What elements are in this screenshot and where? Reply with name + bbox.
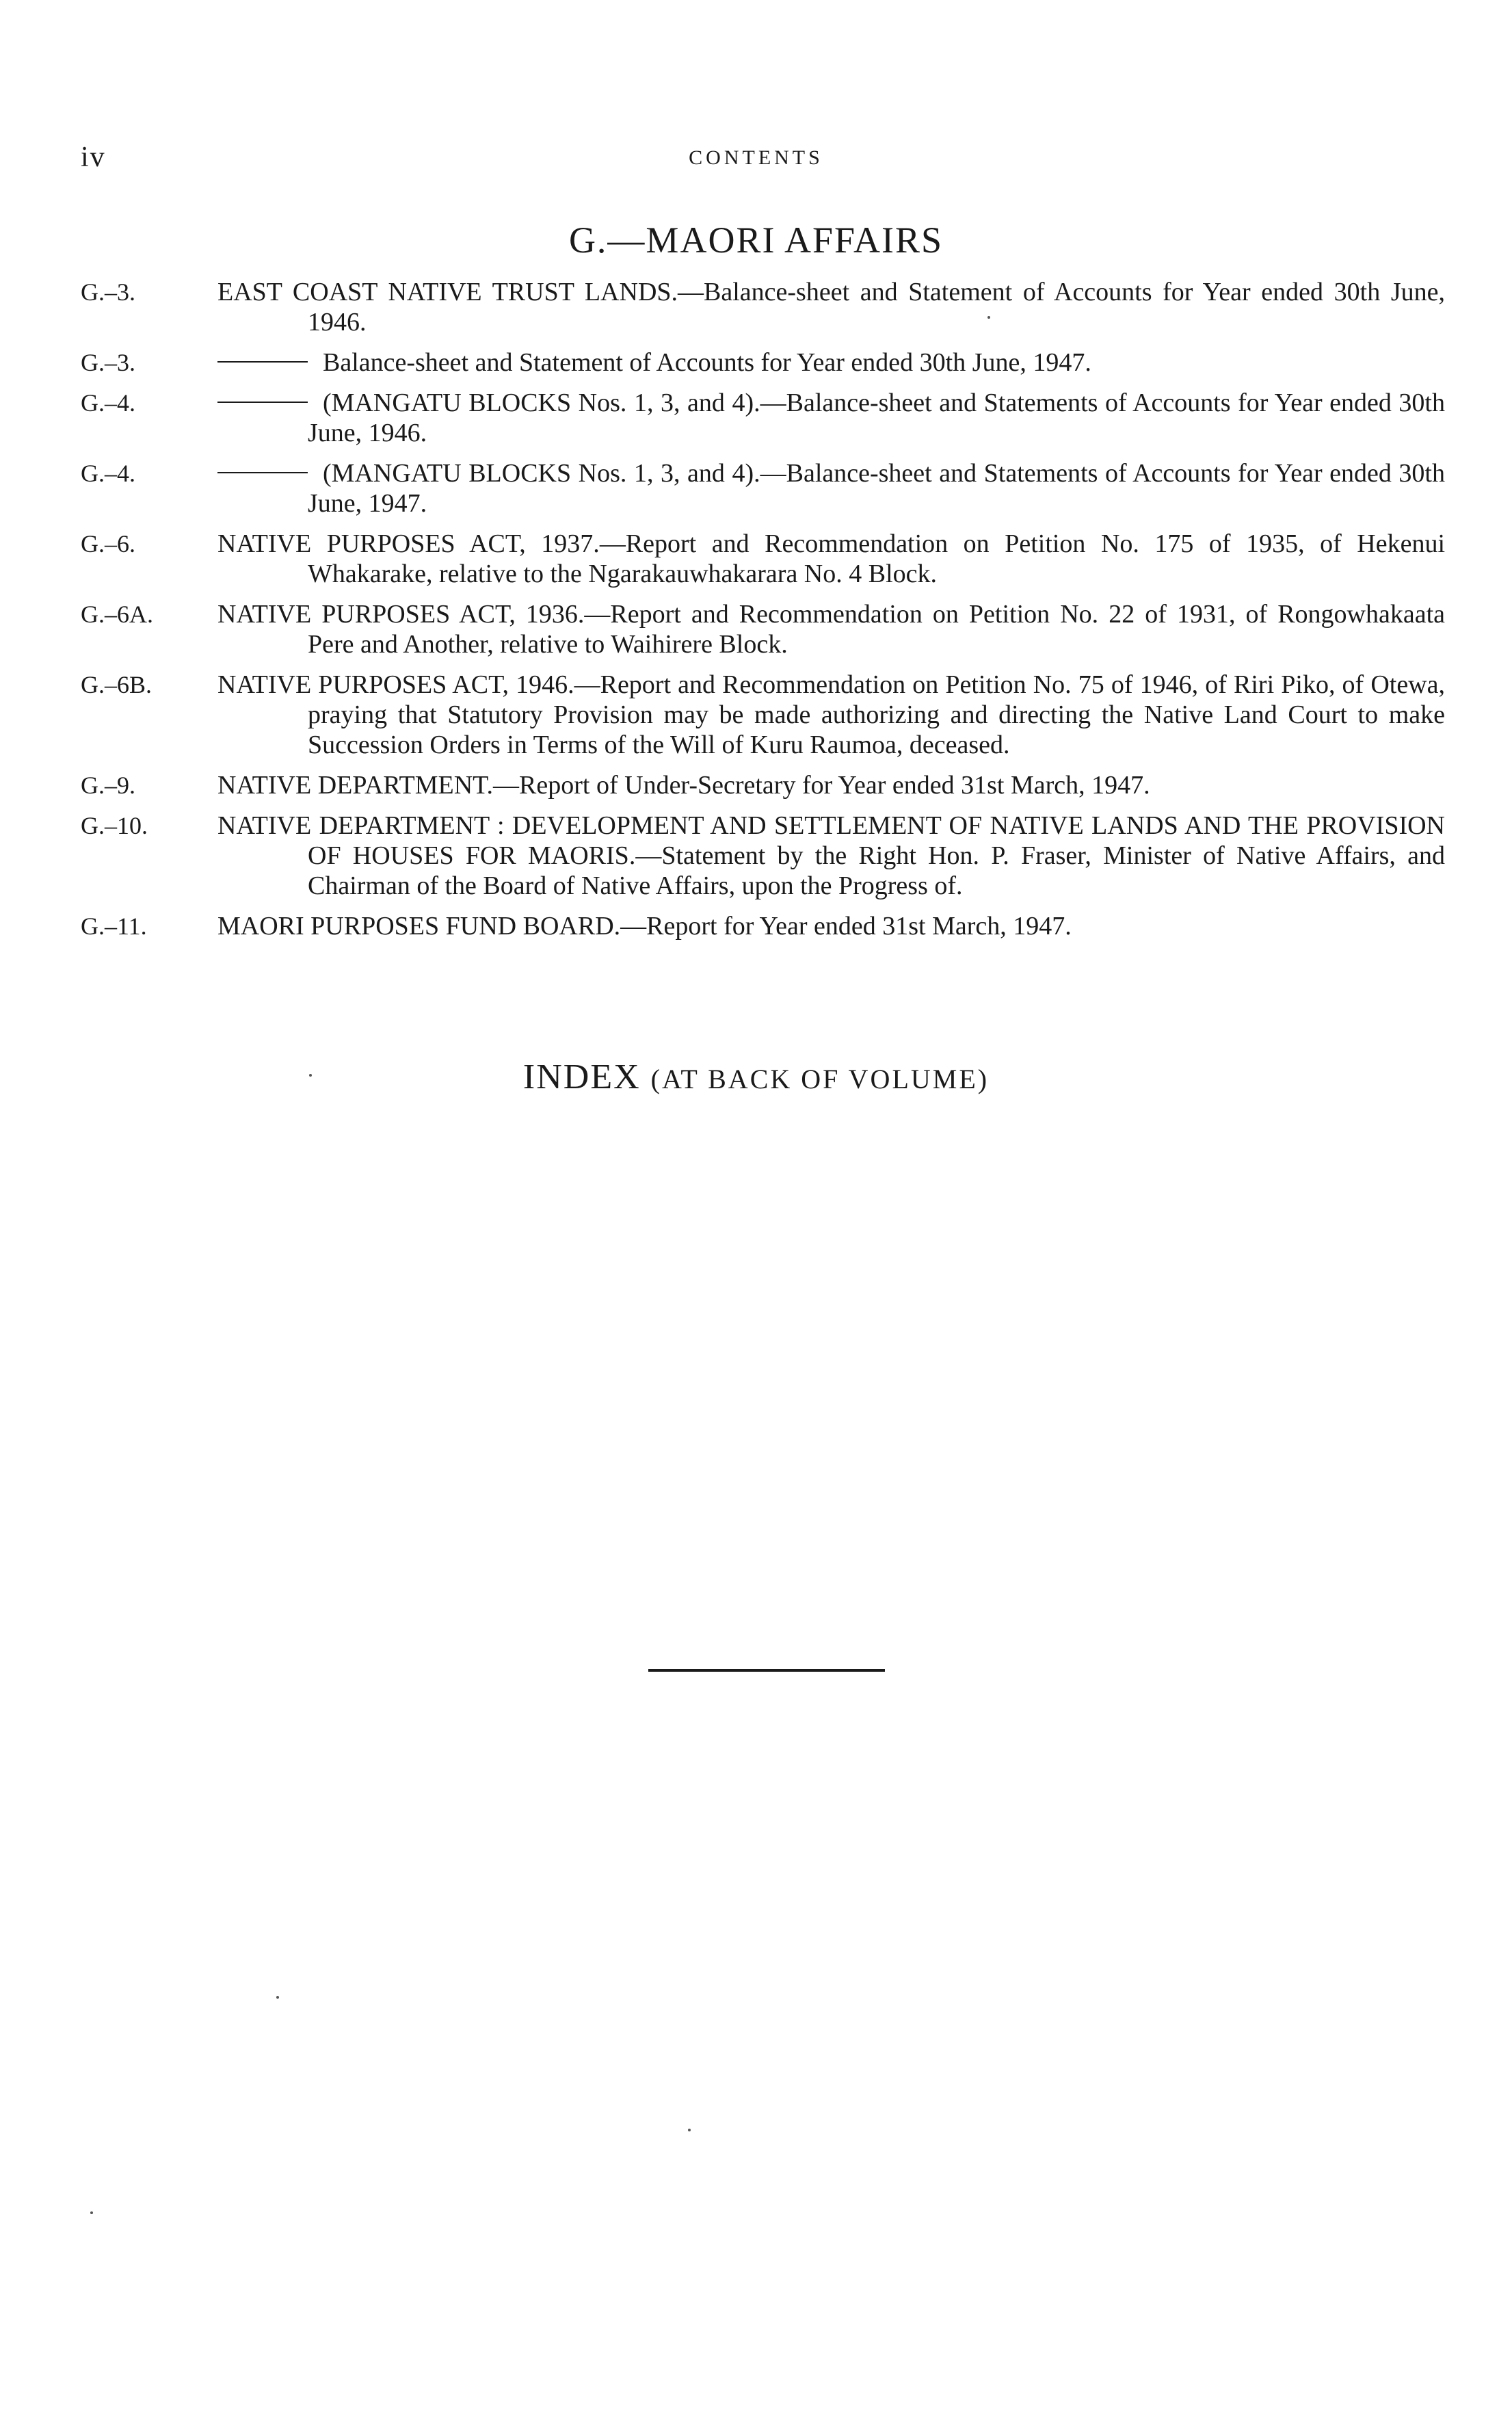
entry-ref: G.–4. <box>81 460 135 487</box>
entry-description: —Report for Year ended 31st March, 1947. <box>620 912 1072 941</box>
entry-title: NATIVE PURPOSES ACT, 1936. <box>217 600 585 629</box>
list-item <box>81 347 1445 378</box>
entry-description: Balance-sheet and Statement of Accounts for Year ended 30th June, 1947. <box>323 348 1091 377</box>
index-heading <box>0 1057 1512 1097</box>
ditto-dash <box>217 458 308 473</box>
closing-rule <box>648 1669 885 1672</box>
entry-title: (MANGATU BLOCKS Nos. 1, 3, and 4). <box>323 389 760 417</box>
entry-text <box>217 347 1445 378</box>
entry-description: —Balance-sheet and Statements of Accounts for Year ended 30th June, 1947. <box>308 459 1445 518</box>
ditto-dash <box>217 347 308 363</box>
list-item <box>81 811 1445 901</box>
section-heading: G.—MAORI AFFAIRS <box>568 220 944 261</box>
list-item <box>81 529 1445 589</box>
list-item <box>81 911 1445 941</box>
contents-list <box>81 277 1445 951</box>
entry-title: NATIVE DEPARTMENT : DEVELOPMENT AND SETTLEMENT OF NATIVE LANDS AND THE PROVISION OF HOUSES FOR MAORIS. <box>217 811 1445 870</box>
entry-title: (MANGATU BLOCKS Nos. 1, 3, and 4). <box>323 459 760 488</box>
entry-ref: G.–11. <box>81 912 147 940</box>
list-item <box>81 599 1445 659</box>
entry-description: —Statement by the Right Hon. P. Fraser, Minister of Native Affairs, and Chairman of the Board of Native Affairs, upon the Progress of. <box>308 841 1445 900</box>
entry-title: MAORI PURPOSES FUND BOARD. <box>217 912 621 941</box>
entry-description: —Balance-sheet and Statement of Accounts for Year ended 30th June, 1946. <box>308 278 1445 337</box>
entry-ref: G.–6B. <box>81 671 152 698</box>
entry-ref: G.–4. <box>81 389 135 417</box>
entry-description: —Report and Recommendation on Petition No. 75 of 1946, of Riri Piko, of Otewa, praying that Statutory Provision may be made authorizing and directing the Native Land Court to make Succession Orders in Terms of the Will of Kuru Raumoa, deceased. <box>308 670 1445 759</box>
entry-text <box>217 811 1445 901</box>
entry-ref: G.–9. <box>81 772 135 799</box>
ditto-dash <box>217 388 308 403</box>
entry-ref: G.–6A. <box>81 601 153 628</box>
entry-ref: G.–6. <box>81 530 135 557</box>
index-title: INDEX <box>522 1057 641 1096</box>
running-head: CONTENTS <box>689 146 823 169</box>
list-item <box>81 388 1445 448</box>
entry-title: NATIVE PURPOSES ACT, 1937. <box>217 529 600 558</box>
entry-text <box>217 770 1445 800</box>
entry-ref: G.–3. <box>81 349 135 376</box>
entry-ref: G.–3. <box>81 278 135 306</box>
entry-description: —Report of Under-Secretary for Year ended 31st March, 1947. <box>493 771 1150 800</box>
entry-text <box>217 529 1445 589</box>
entry-description: —Balance-sheet and Statements of Accounts for Year ended 30th June, 1946. <box>308 389 1445 447</box>
entry-description: —Report and Recommendation on Petition No. 22 of 1931, of Rongowhakaata Pere and Another, relative to Waihirere Block. <box>308 600 1445 659</box>
scan-speck <box>688 2129 691 2131</box>
page-number: iv <box>81 142 106 173</box>
list-item <box>81 458 1445 518</box>
scan-speck <box>309 1074 312 1077</box>
entry-text <box>217 388 1445 448</box>
list-item <box>81 277 1445 337</box>
entry-text <box>217 670 1445 760</box>
scan-speck <box>90 2211 93 2214</box>
entry-title: NATIVE PURPOSES ACT, 1946. <box>217 670 574 699</box>
entry-title: EAST COAST NATIVE TRUST LANDS. <box>217 278 678 306</box>
list-item <box>81 670 1445 760</box>
entry-text <box>217 599 1445 659</box>
entry-title: NATIVE DEPARTMENT. <box>217 771 494 800</box>
entry-text <box>217 458 1445 518</box>
entry-description: —Report and Recommendation on Petition No. 175 of 1935, of Hekenui Whakarake, relative to the Ngarakauwhakarara No. 4 Block. <box>308 529 1446 588</box>
entry-text <box>217 911 1445 941</box>
scan-speck <box>987 316 990 319</box>
entry-text <box>217 277 1445 337</box>
scan-speck <box>276 1996 279 1999</box>
list-item <box>81 770 1445 800</box>
entry-ref: G.–10. <box>81 812 148 839</box>
index-note: (AT BACK OF VOLUME) <box>650 1064 990 1094</box>
